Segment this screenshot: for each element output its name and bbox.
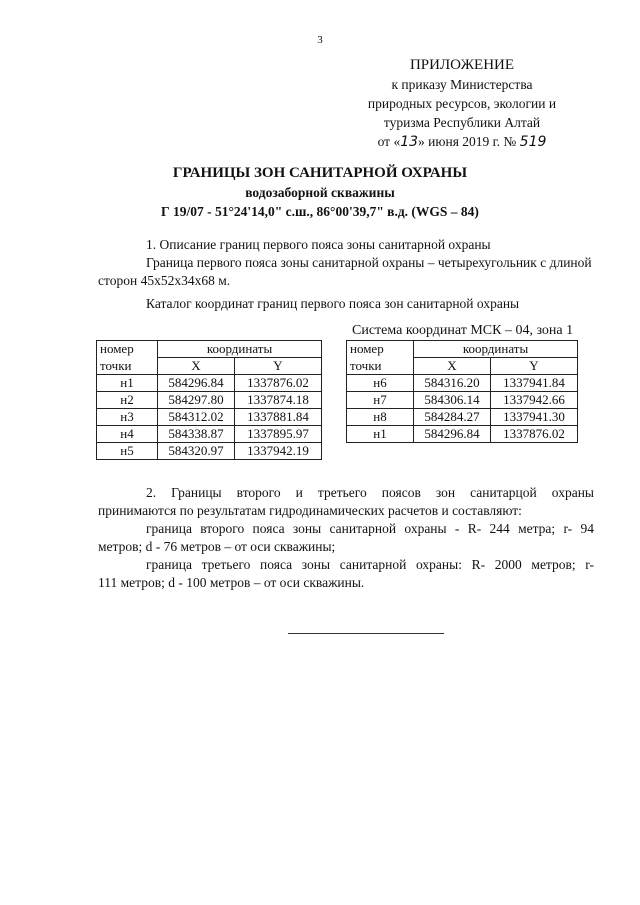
y-cell: 1337942.19 [235,443,322,460]
table-row [97,409,322,426]
page-number: 3 [317,34,323,46]
section2-line: граница третьего пояса зоны санитарной охраны: R- 2000 метров; r- [146,557,594,572]
header-coords: координаты [414,341,578,358]
y-cell: 1337876.02 [235,375,322,392]
x-cell: 584296.84 [414,426,491,443]
section1-text: Граница первого пояса зоны санитарной охраны – четырехугольник с длиной сторон 45х52х34х68 м. [98,255,592,288]
coords-table-right [346,340,578,443]
section1-heading: 1. Описание границ первого пояса зоны санитарной охраны [146,237,491,252]
table-row [97,426,322,443]
date-day-handwritten: 13 [400,134,419,150]
header-point: точки [97,358,158,375]
coords-table-left [96,340,322,460]
point-cell: н7 [347,392,414,409]
x-cell: 584297.80 [158,392,235,409]
table-row [97,375,322,392]
x-cell: 584306.14 [414,392,491,409]
header-point: номер [347,341,414,358]
y-cell: 1337876.02 [491,426,578,443]
closing-rule [288,633,444,634]
y-cell: 1337881.84 [235,409,322,426]
catalog-title: Каталог координат границ первого пояса зон санитарной охраны [146,296,520,311]
y-cell: 1337941.30 [491,409,578,426]
table-row [97,392,322,409]
point-cell: н6 [347,375,414,392]
y-cell: 1337941.84 [491,375,578,392]
y-cell: 1337895.97 [235,426,322,443]
table-row [347,375,578,392]
section2-line: граница второго пояса зоны санитарной охраны - R- 244 метра; r- 94 [146,521,594,536]
title-line-3: Г 19/07 - 51°24'14,0" с.ш., 86°00'39,7" в.д. (WGS – 84) [161,204,479,219]
x-cell: 584338.87 [158,426,235,443]
table-row [347,409,578,426]
x-cell: 584320.97 [158,443,235,460]
header-point: точки [347,358,414,375]
section2 [98,484,594,592]
y-cell: 1337942.66 [491,392,578,409]
appendix-date: от «13» июня 2019 г. № 519 [377,134,547,150]
appendix-line: к приказу Министерства [391,77,533,92]
x-cell: 584316.20 [414,375,491,392]
section2-line: 2. Границы второго и третьего поясов зон санитарцой охраны [146,485,594,500]
x-cell: 584296.84 [158,375,235,392]
appendix-line: туризма Республики Алтай [383,115,541,130]
point-cell: н1 [347,426,414,443]
header-x: X [158,358,235,375]
appendix-line: природных ресурсов, экологии и [367,96,557,111]
section2-line: 111 метров; d - 100 метров – от оси скважины. [98,575,365,590]
point-cell: н8 [347,409,414,426]
header-y: Y [491,358,578,375]
y-cell: 1337874.18 [235,392,322,409]
point-cell: н5 [97,443,158,460]
title-line-2: водозаборной скважины [245,185,395,200]
header-y: Y [235,358,322,375]
x-cell: 584284.27 [414,409,491,426]
point-cell: н2 [97,392,158,409]
title-line-1: ГРАНИЦЫ ЗОН САНИТАРНОЙ ОХРАНЫ [172,165,468,181]
header-x: X [414,358,491,375]
order-number-handwritten: 519 [519,134,547,150]
header-point: номер [97,341,158,358]
x-cell: 584312.02 [158,409,235,426]
table-row [347,392,578,409]
appendix-title: ПРИЛОЖЕНИЕ [409,57,515,73]
document-title [0,164,640,221]
point-cell: н1 [97,375,158,392]
section2-line: принимаются по результатам гидродинамических расчетов и составляют: [98,503,522,518]
point-cell: н3 [97,409,158,426]
section2-line: метров; d - 76 метров – от оси скважины; [98,539,336,554]
point-cell: н4 [97,426,158,443]
appendix-block [342,56,582,152]
coord-system: Система координат МСК – 04, зона 1 [352,323,574,338]
table-row [347,426,578,443]
header-coords: координаты [158,341,322,358]
table-row [97,443,322,460]
